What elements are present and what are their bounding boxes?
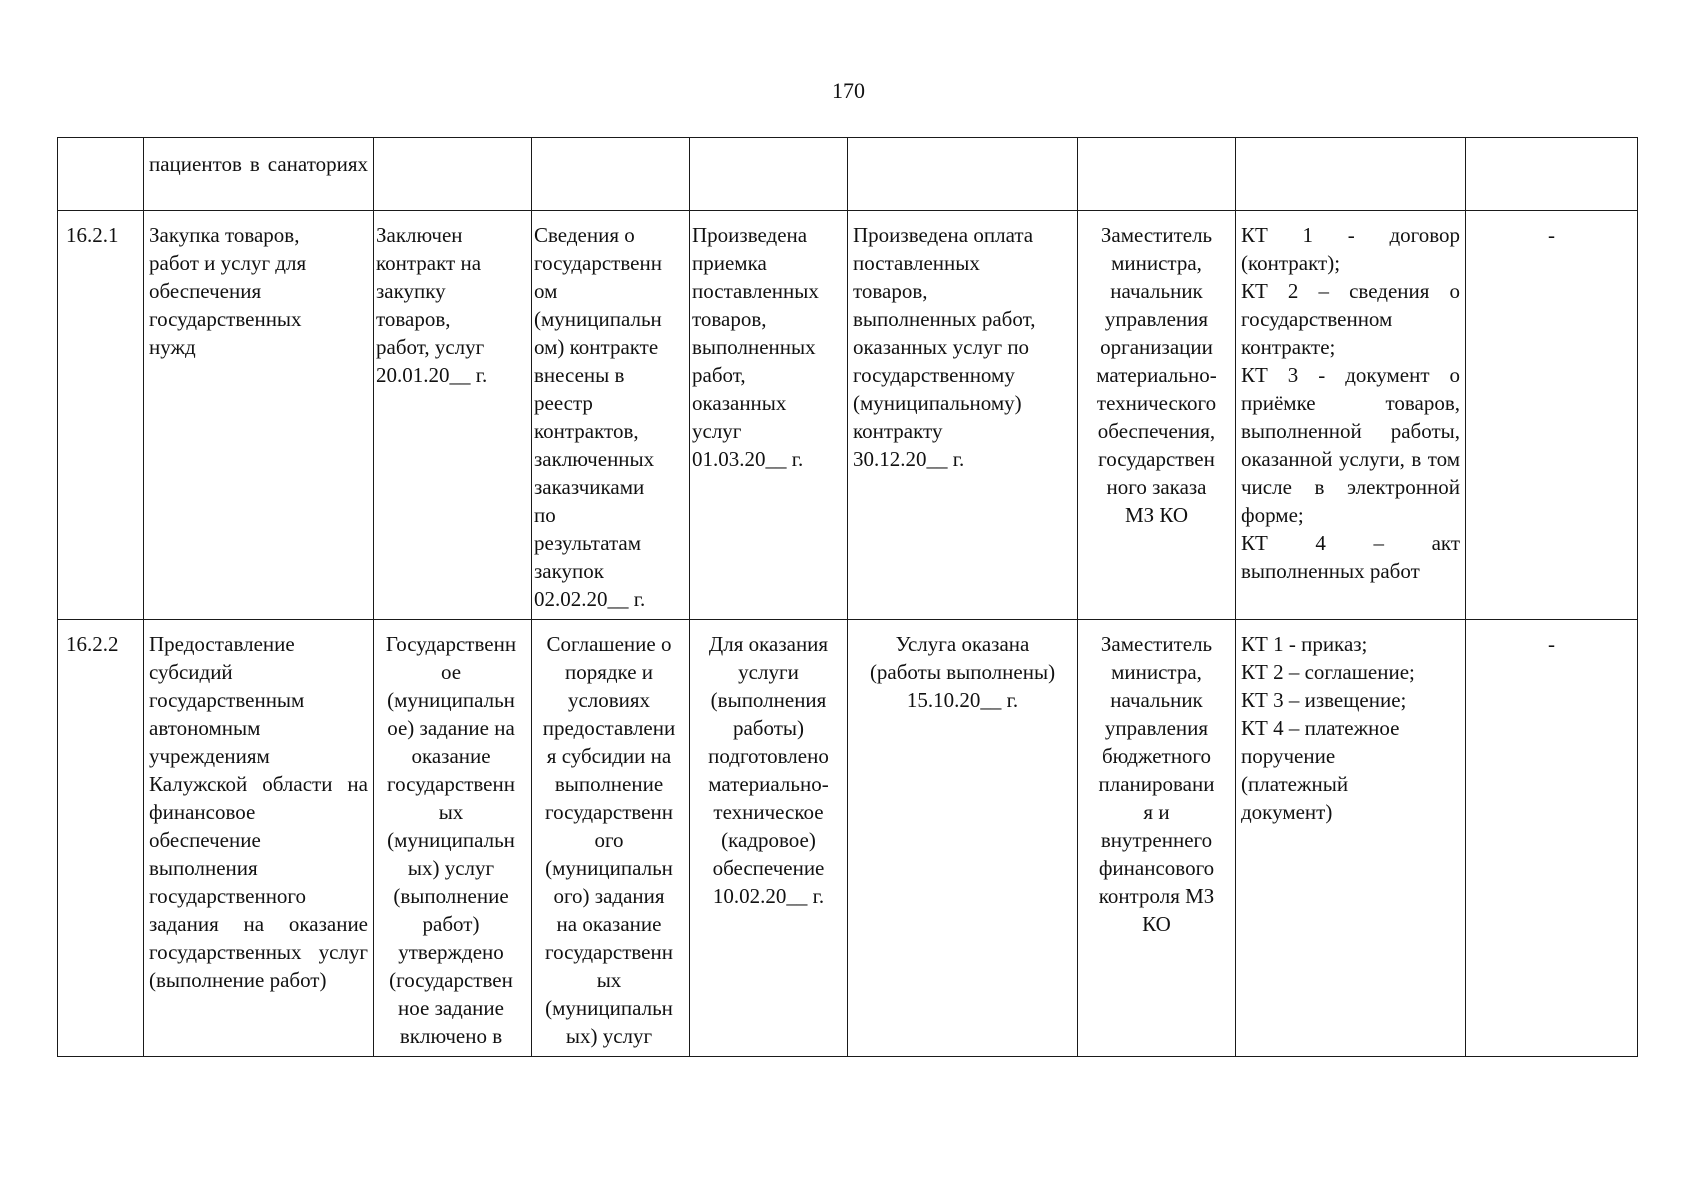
cell-responsible: Заместитель министра, начальник управления бюджетного планировани я и внутреннего финансового контроля МЗ КО — [1078, 620, 1236, 1057]
cell-event: пациентов в санаториях — [144, 138, 374, 211]
cell-registry: Сведения о государственн ом (муниципальн ом) контракте внесены в реестр контрактов, заключенных заказчиками по результатам закупок 02.02.20__ г. — [532, 211, 690, 620]
table-row-continuation — [58, 138, 1638, 211]
cell-payment: Услуга оказана (работы выполнены) 15.10.20__ г. — [848, 620, 1078, 1057]
cell-control-points: КТ 1 - договор (контракт); КТ 2 – сведения о государственном контракте; КТ 3 - документ о приёмке товаров, выполненной работы, оказанной услуги, в том числе в электронной форме; КТ 4 – акт выполненных работ — [1236, 211, 1466, 620]
cell-extra — [1466, 138, 1638, 211]
cell-number: 16.2.1 — [58, 211, 144, 620]
table-row-16-2-2 — [58, 620, 1638, 1057]
table-row-16-2-1 — [58, 211, 1638, 620]
cell-responsible: Заместитель министра, начальник управления организации материально- технического обеспечения, государствен ного заказа МЗ КО — [1078, 211, 1236, 620]
cell-acceptance — [690, 138, 848, 211]
cell-control-points — [1236, 138, 1466, 211]
cell-event: Предоставление субсидий государственным автономным учреждениям Калужской области на финансовое обеспечение выполнения государственного задания на оказание государственных услуг (выполнение работ) — [144, 620, 374, 1057]
cell-contract: Заключен контракт на закупку товаров, работ, услуг 20.01.20__ г. — [374, 211, 532, 620]
cell-payment: Произведена оплата поставленных товаров, выполненных работ, оказанных услуг по государственному (муниципальному) контракту 30.12.20__ г. — [848, 211, 1078, 620]
cell-extra: - — [1466, 620, 1638, 1057]
cell-registry — [532, 138, 690, 211]
cell-number: 16.2.2 — [58, 620, 144, 1057]
cell-acceptance: Произведена приемка поставленных товаров, выполненных работ, оказанных услуг 01.03.20__ г. — [690, 211, 848, 620]
cell-contract: Государственн ое (муниципальн ое) задание на оказание государственн ых (муниципальн ых) услуг (выполнение работ) утверждено (государствен ное задание включено в — [374, 620, 532, 1057]
control-points-table — [57, 137, 1638, 1057]
cell-contract — [374, 138, 532, 211]
cell-control-points: КТ 1 - приказ; КТ 2 – соглашение; КТ 3 – извещение; КТ 4 – платежное поручение (платежный документ) — [1236, 620, 1466, 1057]
cell-registry: Соглашение о порядке и условиях предоставлени я субсидии на выполнение государственн ого (муниципальн ого) задания на оказание государственн ых (муниципальн ых) услуг — [532, 620, 690, 1057]
cell-number — [58, 138, 144, 211]
cell-acceptance: Для оказания услуги (выполнения работы) подготовлено материально- техническое (кадровое) обеспечение 10.02.20__ г. — [690, 620, 848, 1057]
cell-responsible — [1078, 138, 1236, 211]
cell-extra: - — [1466, 211, 1638, 620]
cell-event: Закупка товаров, работ и услуг для обеспечения государственных нужд — [144, 211, 374, 620]
cell-payment — [848, 138, 1078, 211]
page-number: 170 — [832, 78, 865, 103]
